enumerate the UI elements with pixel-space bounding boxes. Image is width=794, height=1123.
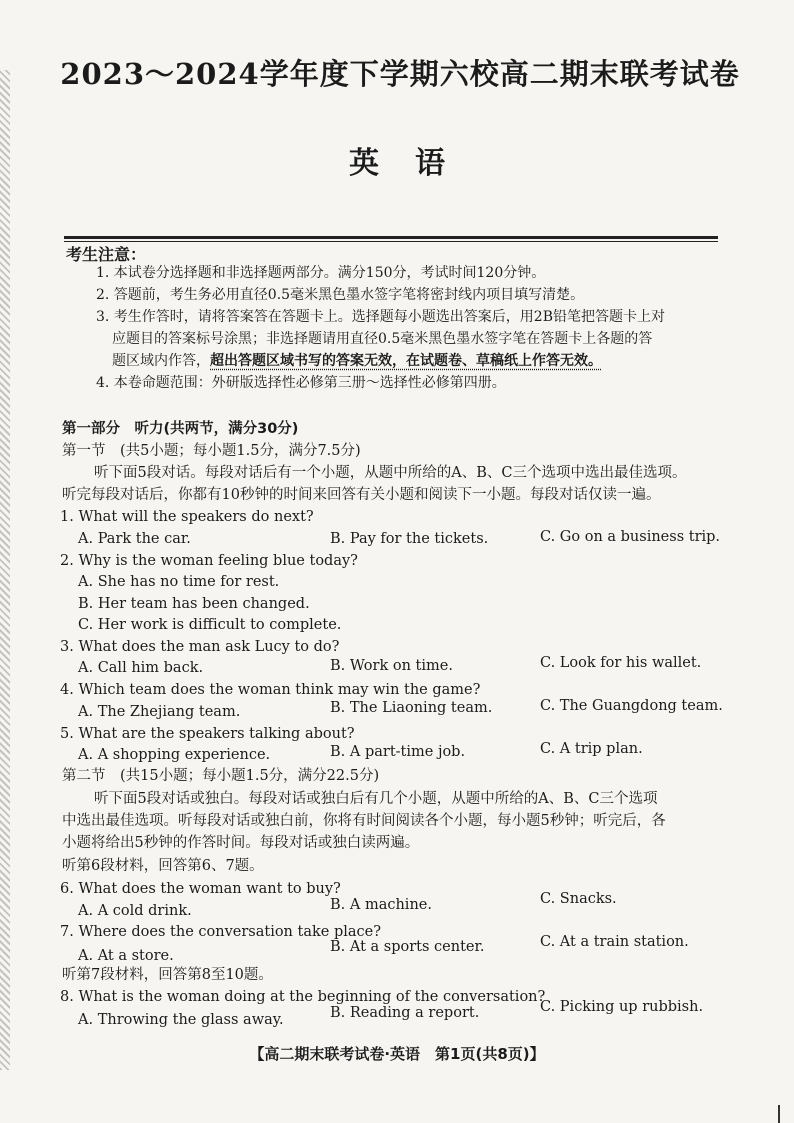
question-3-stem: 3. What does the man ask Lucy to do? <box>60 639 340 655</box>
question-1-option-c: C. Go on a business trip. <box>540 529 721 545</box>
question-3-option-c: C. Look for his wallet. <box>540 655 702 671</box>
section2-title: 第二节 (共15小题；每小题1.5分，满分22.5分) <box>62 768 380 784</box>
section1-instruction-1: 听下面5段对话。每段对话后有一个小题，从题中所给的A、B、C三个选项中选出最佳选项。 <box>94 465 687 481</box>
notice-item-2: 2. 答题前，考生务必用直径0.5毫米黑色墨水签字笔将密封线内项目填写清楚。 <box>96 287 585 303</box>
question-8-option-c: C. Picking up rubbish. <box>540 999 704 1015</box>
question-4-stem: 4. Which team does the woman think may win the game? <box>60 682 481 698</box>
question-8-option-b: B. Reading a report. <box>330 1005 480 1021</box>
notice-emphasis: 超出答题区域书写的答案无效，在试题卷、草稿纸上作答无效。 <box>210 353 602 369</box>
corner-mark <box>778 1105 780 1123</box>
question-1-option-a: A. Park the car. <box>78 531 191 547</box>
binding-margin-pattern <box>0 70 10 1070</box>
question-6-stem: 6. What does the woman want to buy? <box>60 881 341 897</box>
section1-instruction-2: 听完每段对话后，你都有10秒钟的时间来回答有关小题和阅读下一小题。每段对话仅读一遍。 <box>62 487 661 503</box>
question-2-stem: 2. Why is the woman feeling blue today? <box>60 553 358 569</box>
section2-instruction-2: 中选出最佳选项。听每段对话或独白前，你将有时间阅读各个小题，每小题5秒钟；听完后，各 <box>62 813 666 829</box>
question-7-option-c: C. At a train station. <box>540 934 689 950</box>
question-3-option-a: A. Call him back. <box>78 660 204 676</box>
exam-title: 2023～2024学年度下学期六校高二期末联考试卷 <box>60 57 740 91</box>
notice-item-3: 3. 考生作答时，请将答案答在答题卡上。选择题每小题选出答案后，用2B铅笔把答题卡上对 <box>96 309 666 325</box>
header-divider-thin <box>64 241 718 242</box>
part1-title: 第一部分 听力(共两节，满分30分) <box>62 421 299 437</box>
question-2-option-b: B. Her team has been changed. <box>78 596 310 612</box>
material-6-note: 听第6段材料，回答第6、7题。 <box>62 858 264 874</box>
section2-instruction-1: 听下面5段对话或独白。每段对话或独白后有几个小题，从题中所给的A、B、C三个选项 <box>94 791 658 807</box>
question-1-stem: 1. What will the speakers do next? <box>60 509 314 525</box>
question-8-option-a: A. Throwing the glass away. <box>78 1012 284 1028</box>
notice-item-1: 1. 本试卷分选择题和非选择题两部分。满分150分，考试时间120分钟。 <box>96 265 546 281</box>
notice-item-3-cont2 <box>112 351 742 371</box>
header-divider-thick <box>64 236 718 239</box>
page-footer: 【高二期末联考试卷·英语 第1页(共8页)】 <box>249 1045 545 1063</box>
question-8-stem: 8. What is the woman doing at the beginning of the conversation? <box>60 989 546 1005</box>
question-1-option-b: B. Pay for the tickets. <box>330 531 489 547</box>
question-4-option-b: B. The Liaoning team. <box>330 700 493 716</box>
question-6-option-a: A. A cold drink. <box>78 903 192 919</box>
question-3-option-b: B. Work on time. <box>330 658 453 674</box>
question-5-option-a: A. A shopping experience. <box>78 747 271 763</box>
question-2-option-a: A. She has no time for rest. <box>78 574 280 590</box>
notice-heading: 考生注意： <box>66 245 147 264</box>
question-7-stem: 7. Where does the conversation take place? <box>60 924 381 940</box>
notice-item-4: 4. 本卷命题范围：外研版选择性必修第三册～选择性必修第四册。 <box>96 375 506 391</box>
question-5-option-c: C. A trip plan. <box>540 741 643 757</box>
section2-instruction-3: 小题将给出5秒钟的作答时间。每段对话或独白读两遍。 <box>62 835 420 851</box>
question-7-option-a: A. At a store. <box>78 948 174 964</box>
question-2-option-c: C. Her work is difficult to complete. <box>78 617 342 633</box>
notice-item-3-cont: 应题目的答案标号涂黑；非选择题请用直径0.5毫米黑色墨水签字笔在答题卡上各题的答 <box>112 331 653 347</box>
material-7-note: 听第7段材料，回答第8至10题。 <box>62 967 273 983</box>
question-5-stem: 5. What are the speakers talking about? <box>60 726 355 742</box>
question-5-option-b: B. A part-time job. <box>330 744 466 760</box>
section1-title: 第一节 (共5小题；每小题1.5分，满分7.5分) <box>62 443 361 459</box>
subject-title: 英语 <box>349 146 481 181</box>
notice-item-3-tail: 题区域内作答， <box>112 353 210 369</box>
question-7-option-b: B. At a sports center. <box>330 939 485 955</box>
question-4-option-c: C. The Guangdong team. <box>540 698 723 714</box>
question-4-option-a: A. The Zhejiang team. <box>78 704 241 720</box>
question-6-option-b: B. A machine. <box>330 897 432 913</box>
question-6-option-c: C. Snacks. <box>540 891 617 907</box>
